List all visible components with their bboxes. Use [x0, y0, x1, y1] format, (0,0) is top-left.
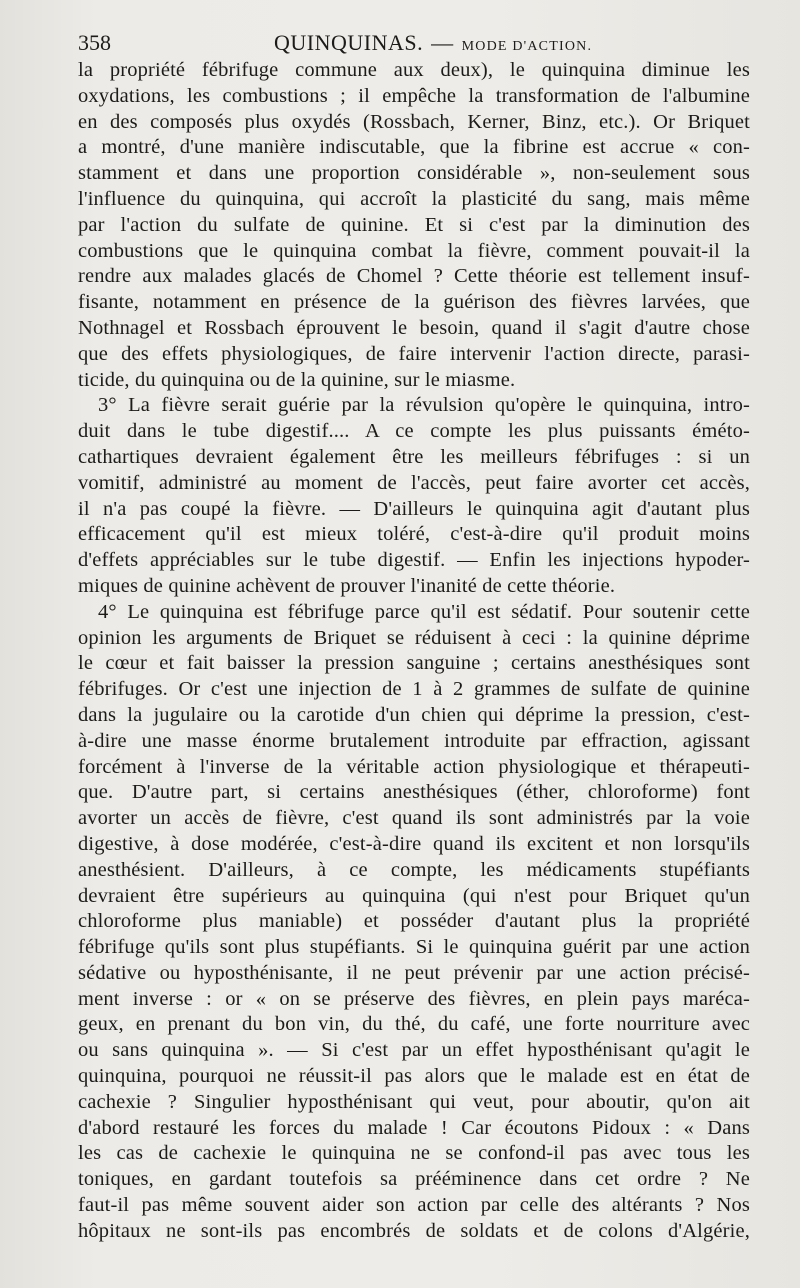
text-line: ticide, du quinquina ou de la quinine, sur le miasme.: [78, 368, 516, 391]
text-line: anesthésient. D'ailleurs, à ce compte, les médicaments stupéfiants: [78, 858, 750, 881]
text-line: vomitif, administré au moment de l'accès, peut faire avorter cet accès,: [78, 471, 750, 494]
text-line: cachexie ? Singulier hyposthénisant qui veut, pour aboutir, qu'on ait: [78, 1090, 750, 1113]
text-line: fébrifuges. Or c'est une injection de 1 à 2 grammes de sulfate de quinine: [78, 678, 750, 701]
text-line: avorter un accès de fièvre, c'est quand ils sont administrés par la voie: [78, 807, 750, 830]
paragraph-2: [78, 393, 750, 599]
section-subtitle: MODE D'ACTION.: [461, 39, 593, 54]
text-line: le cœur et fait baisser la pression sanguine ; certains anesthésiques sont: [78, 652, 750, 675]
text-line: 3° La fièvre serait guérie par la révulsion qu'opère le quinquina, intro-: [98, 394, 750, 417]
text-line: ment inverse : or « on se préserve des fièvres, en plein pays maréca-: [78, 987, 750, 1010]
chapter-title: QUINQUINAS.: [274, 30, 424, 55]
text-line: oxydations, les combustions ; il empêche la transformation de l'albumine: [78, 84, 750, 107]
text-line: faut-il pas même souvent aider son action par celle des altérants ? Nos: [78, 1194, 750, 1217]
text-line: efficacement qu'il est mieux toléré, c'est-à-dire qu'il produit moins: [78, 523, 750, 546]
text-line: d'effets appréciables sur le tube digestif. — Enfin les injections hypoder-: [78, 549, 750, 572]
text-line: hôpitaux ne sont-ils pas encombrés de soldats et de colons d'Algérie,: [78, 1219, 750, 1242]
text-line: combustions que le quinquina combat la fièvre, comment pouvait-il la: [78, 239, 750, 262]
text-line: par l'action du sulfate de quinine. Et si c'est par la diminution des: [78, 213, 750, 236]
text-line: la propriété fébrifuge commune aux deux), le quinquina diminue les: [78, 59, 750, 81]
text-line: que. D'autre part, si certains anesthésiques (éther, chloroforme) font: [78, 781, 750, 804]
text-line: 4° Le quinquina est fébrifuge parce qu'il est sédatif. Pour soutenir cette: [98, 600, 750, 623]
text-line: forcément à l'inverse de la véritable action physiologique et thérapeuti-: [78, 755, 750, 778]
text-line: dans la jugulaire ou la carotide d'un chien qui déprime la pression, c'est-: [78, 703, 750, 726]
text-line: rendre aux malades glacés de Chomel ? Cette théorie est tellement insuf-: [78, 265, 750, 288]
paragraph-3: [78, 600, 750, 1245]
text-line: d'abord restauré les forces du malade ! Car écoutons Pidoux : « Dans: [78, 1116, 750, 1139]
text-line: en des composés plus oxydés (Rossbach, Kerner, Binz, etc.). Or Briquet: [78, 110, 750, 133]
text-line: stamment et dans une proportion considérable », non-seulement sous: [78, 162, 750, 185]
text-line: cathartiques devraient également être les meilleurs fébrifuges : si un: [78, 445, 750, 468]
title-dash: —: [431, 30, 454, 55]
text-line: il n'a pas coupé la fièvre. — D'ailleurs le quinquina agit d'autant plus: [78, 497, 750, 520]
text-line: l'influence du quinquina, qui accroît la plasticité du sang, mais même: [78, 187, 750, 210]
text-line: les cas de cachexie le quinquina ne se confond-il pas avec tous les: [78, 1142, 750, 1165]
text-line: devraient être supérieurs au quinquina (qui n'est pour Briquet qu'un: [78, 884, 750, 907]
text-line: toniques, en gardant toutefois sa prééminence dans cet ordre ? Ne: [78, 1168, 750, 1191]
running-title: [274, 30, 592, 56]
text-line: Nothnagel et Rossbach éprouvent le besoin, quand il s'agit d'autre chose: [78, 316, 750, 339]
text-line: geux, en prenant du bon vin, du thé, du café, une forte nourriture avec: [78, 1013, 750, 1036]
text-line: quinquina, pourquoi ne réussit-il pas alors que le malade est en état de: [78, 1065, 750, 1088]
page-number: 358: [78, 30, 111, 55]
text-line: digestive, à dose modérée, c'est-à-dire quand ils excitent et non lorsqu'ils: [78, 832, 750, 855]
text-line: miques de quinine achèvent de prouver l'inanité de cette théorie.: [78, 574, 616, 597]
text-line: a montré, d'une manière indiscutable, que la fibrine est accrue « con-: [78, 136, 750, 159]
text-line: fébrifuge qu'ils sont plus stupéfiants. Si le quinquina guérit par une action: [78, 936, 750, 959]
text-line: duit dans le tube digestif.... A ce compte les plus puissants éméto-: [78, 420, 750, 443]
text-line: sédative ou hyposthénisante, il ne peut prévenir par une action précisé-: [78, 961, 750, 984]
text-line: chloroforme plus maniable) et posséder d'autant plus la propriété: [78, 910, 750, 933]
text-line: opinion les arguments de Briquet se réduisent à ceci : la quinine déprime: [78, 626, 750, 649]
text-line: ou sans quinquina ». — Si c'est par un effet hyposthénisant qu'agit le: [78, 1039, 750, 1062]
text-line: que des effets physiologiques, de faire intervenir l'action directe, parasi-: [78, 342, 750, 365]
running-header: [78, 24, 750, 60]
text-line: à-dire une masse énorme brutalement introduite par effraction, agissant: [78, 729, 750, 752]
text-line: fisante, notamment en présence de la guérison des fièvres larvées, que: [78, 291, 750, 314]
paragraph-1: [78, 58, 750, 393]
body-text: [78, 58, 750, 1245]
